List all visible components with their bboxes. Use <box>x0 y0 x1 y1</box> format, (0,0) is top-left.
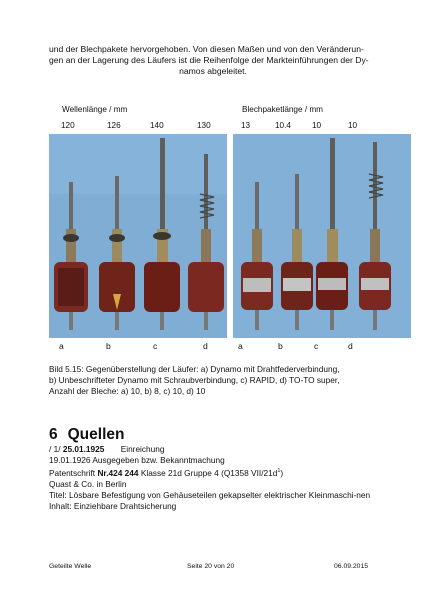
source-published: 19.01.1926 Ausgegeben bzw. Bekanntmachung <box>49 455 225 466</box>
label-b-right: b <box>278 341 283 351</box>
label-a-right: a <box>238 341 243 351</box>
source-date: 25.01.1925 <box>62 444 105 454</box>
caption-line: Anzahl der Bleche: a) 10, b) 8, c) 10, d) 10 <box>49 386 206 397</box>
source-entry <box>49 444 379 512</box>
caption-line: b) Unbeschrifteter Dynamo mit Schraubverbindung, c) RAPID, d) TO-TO super, <box>49 375 340 386</box>
patent-class: Klasse 21d Gruppe 4 (Q1358 VII/21d <box>140 467 278 478</box>
shaft-length-c: 140 <box>150 121 164 130</box>
source-content: Inhalt: Einziehbare Drahtsicherung <box>49 501 177 512</box>
intro-line: gen an der Lagerung des Läufers ist die Reihenfolge der Markteinführungen der Dy- <box>49 55 369 66</box>
patent-close: ) <box>280 467 284 478</box>
core-length-a: 13 <box>241 121 251 130</box>
source-patent-line <box>49 466 379 479</box>
label-d-left: d <box>203 341 208 351</box>
label-c-left: c <box>153 341 158 351</box>
footer-page: Seite 20 von 20 <box>187 563 235 570</box>
source-date-line <box>49 444 379 455</box>
source-holder: Quast & Co. in Berlin <box>49 479 127 490</box>
source-date-note: Einreichung <box>120 444 165 454</box>
label-b-left: b <box>106 341 111 351</box>
intro-line: und der Blechpakete hervorgehoben. Von diesen Maßen und von den Veränderun- <box>49 44 364 54</box>
core-length-b: 10.4 <box>275 121 291 130</box>
caption-line: Bild 5.15: Gegenüberstellung der Läufer: a) Dynamo mit Drahtfederverbindung, <box>49 364 340 374</box>
photo-shaft-lengths <box>49 98 227 338</box>
footer-left: Geteilte Welle <box>49 563 92 570</box>
photo-title: Blechpaketlänge / mm <box>242 105 324 114</box>
footer-date: 06.09.2015 <box>334 563 369 570</box>
photo-header <box>233 98 411 134</box>
core-length-c: 10 <box>312 121 322 130</box>
section-number: 6 <box>49 426 58 443</box>
label-c-right: c <box>314 341 319 351</box>
intro-paragraph <box>49 44 377 78</box>
label-a-left: a <box>59 341 64 351</box>
shaft-length-d: 130 <box>197 121 211 130</box>
rotors-right-image <box>233 134 411 338</box>
patent-number: Nr.424 244 <box>97 467 139 478</box>
figure-caption <box>49 364 379 397</box>
source-ref: / 1/ <box>49 444 61 454</box>
source-title: Titel: Lösbare Befestigung von Gehäuseteilen gekapselter elektrischer Kleinmaschi-nen <box>49 490 371 501</box>
section-title: Quellen <box>67 426 125 443</box>
patent-sup: 1 <box>277 468 281 475</box>
shaft-length-b: 126 <box>107 121 121 130</box>
photo-core-lengths <box>233 98 411 338</box>
core-length-d: 10 <box>348 121 358 130</box>
section-heading <box>49 426 124 444</box>
label-d-right: d <box>348 341 353 351</box>
patent-prefix: Patentschrift <box>49 467 96 478</box>
intro-line: namos abgeleitet. <box>179 66 247 77</box>
shaft-length-a: 120 <box>61 121 75 130</box>
rotors-left-image <box>49 134 227 338</box>
photo-title: Wellenlänge / mm <box>62 105 128 114</box>
